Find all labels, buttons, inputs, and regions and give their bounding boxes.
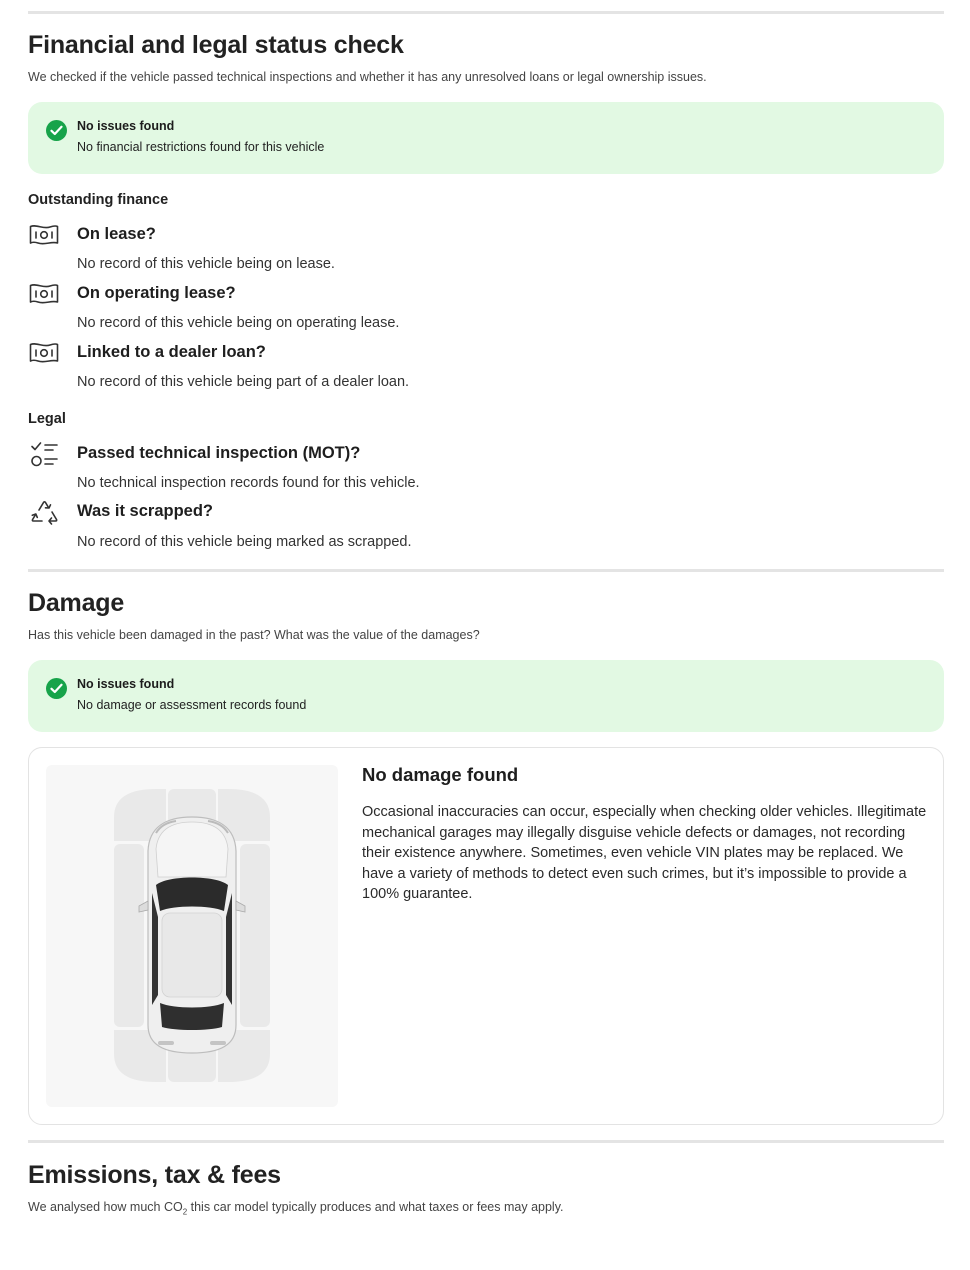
damage-section-title: Damage xyxy=(28,589,125,617)
mot-desc: No technical inspection records found for this vehicle. xyxy=(77,475,420,491)
damage-status-title: No issues found xyxy=(77,677,175,691)
dealer-loan-desc: No record of this vehicle being part of a dealer loan. xyxy=(77,374,410,390)
checklist-icon xyxy=(28,440,62,470)
financial-section-title: Financial and legal status check xyxy=(28,31,404,59)
financial-status-text: No financial restrictions found for this vehicle xyxy=(77,140,325,154)
no-damage-text: Occasional inaccuracies can occur, especially when checking older vehicles. Illegitimate mechanical garages may illegally disguise vehicle defects or damages, not recording their existence anywhere. Sometimes, even vehicle VIN plates may be replaced. We have a variety of methods to detect even such crimes, but it’s impossible to provide a 100% guarantee. xyxy=(362,804,927,902)
emissions-section-title: Emissions, tax & fees xyxy=(28,1161,281,1189)
emissions-section-subtitle xyxy=(28,1200,564,1217)
recycle-icon xyxy=(28,498,62,528)
banknote-icon xyxy=(28,222,62,252)
legal-label: Legal xyxy=(28,411,66,427)
emissions-subtitle-part: We analysed how much CO xyxy=(28,1200,183,1214)
scrapped-title: Was it scrapped? xyxy=(77,502,214,520)
no-damage-title: No damage found xyxy=(362,764,519,785)
damage-section-subtitle: Has this vehicle been damaged in the past? What was the value of the damages? xyxy=(28,628,480,642)
section-divider-top xyxy=(28,11,944,14)
banknote-icon xyxy=(28,340,62,370)
check-circle-icon xyxy=(46,120,67,141)
car-diagram-panel xyxy=(46,765,338,1107)
outstanding-finance-label: Outstanding finance xyxy=(28,192,169,208)
financial-status-banner xyxy=(28,102,944,174)
banknote-icon xyxy=(28,281,62,311)
operating-lease-desc: No record of this vehicle being on operating lease. xyxy=(77,315,400,331)
mot-title: Passed technical inspection (MOT)? xyxy=(77,444,361,462)
scrapped-desc: No record of this vehicle being marked as scrapped. xyxy=(77,534,412,550)
emissions-subtitle-sub: 2 xyxy=(182,1207,188,1217)
on-lease-desc: No record of this vehicle being on lease. xyxy=(77,256,335,272)
emissions-subtitle-part: this car model typically produces and what taxes or fees may apply. xyxy=(187,1200,564,1214)
damage-status-banner xyxy=(28,660,944,732)
financial-status-title: No issues found xyxy=(77,119,175,133)
section-divider-damage xyxy=(28,569,944,572)
car-top-view-icon xyxy=(46,765,338,1107)
damage-status-text: No damage or assessment records found xyxy=(77,698,307,712)
damage-card xyxy=(28,747,944,1125)
check-circle-icon xyxy=(46,678,67,699)
section-divider-emissions xyxy=(28,1140,944,1143)
dealer-loan-title: Linked to a dealer loan? xyxy=(77,343,266,361)
on-lease-title: On lease? xyxy=(77,225,156,243)
financial-section-subtitle: We checked if the vehicle passed technical inspections and whether it has any unresolved loans or legal ownership issues. xyxy=(28,70,707,84)
operating-lease-title: On operating lease? xyxy=(77,284,236,302)
